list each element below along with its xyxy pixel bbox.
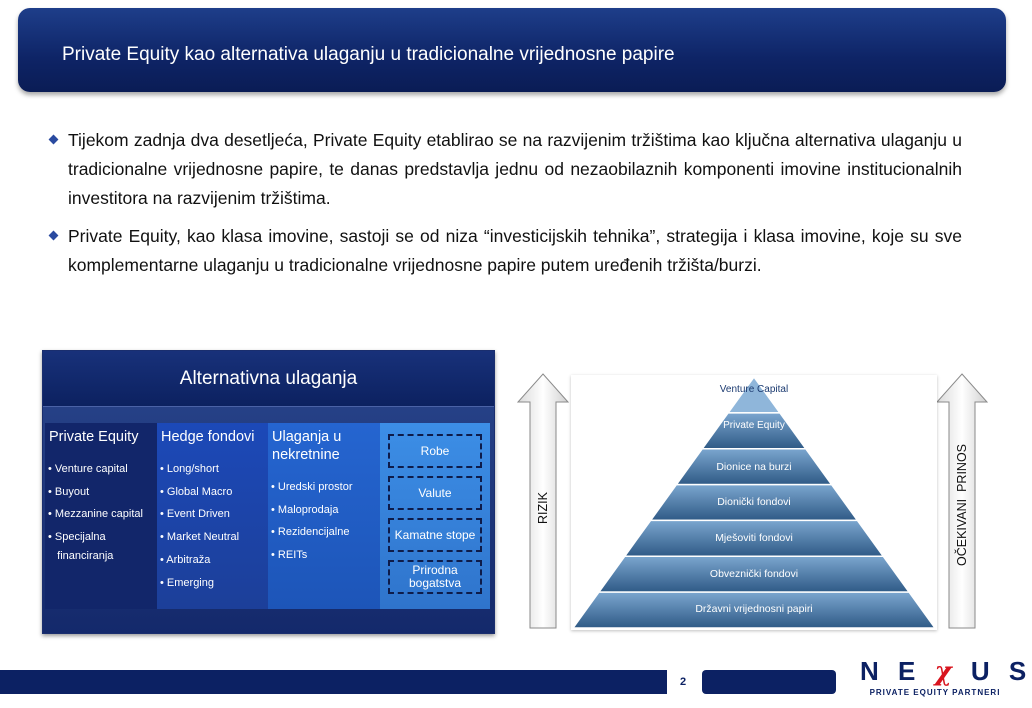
- nexus-logo: [860, 656, 1032, 702]
- list-item: • Buyout: [48, 485, 90, 498]
- risk-label: RIZIK: [536, 492, 550, 524]
- list-item: • Rezidencijalne: [271, 526, 350, 539]
- column-private-equity: [45, 423, 157, 609]
- page-number: 2: [679, 676, 687, 688]
- list-item: financiranja: [48, 549, 114, 562]
- box-interest-rates: [388, 518, 482, 552]
- alternative-investments-header: Alternativna ulaganja: [43, 351, 494, 407]
- list-item: • REITs: [271, 549, 308, 562]
- logo-tagline: PRIVATE EQUITY PARTNERI: [869, 688, 1001, 697]
- footer-bar-left: [0, 670, 667, 694]
- pyramid-level-label: Private Equity: [723, 420, 785, 431]
- list-item: • Global Macro: [160, 485, 233, 498]
- footer-bar-right: [702, 670, 836, 694]
- expected-return-label: OČEKIVANI PRINOS: [955, 444, 969, 567]
- column-items: [45, 458, 157, 563]
- column-title: Hedge fondovi: [161, 429, 255, 445]
- list-item: • Mezzanine capital: [48, 508, 143, 521]
- column-title: Ulaganja u nekretnine: [272, 429, 342, 463]
- bullet-list: [50, 126, 962, 289]
- list-item: • Long/short: [160, 463, 219, 475]
- box-label: Robe: [420, 443, 450, 458]
- investment-pyramid: [571, 375, 937, 630]
- bullet-text: Private Equity, kao klasa imovine, sastoji se od niza “investicijskih tehnika”, strategija i klasa imovine, koje su sve komplementarne ulaganju u tradicionalne vrijednosne papire putem uređenih tržišta/burzi.: [68, 226, 962, 275]
- slide-title: Private Equity kao alternativa ulaganju u tradicionalne vrijednosne papire: [62, 44, 675, 65]
- bullet-item: [50, 126, 962, 213]
- pyramid-level-label: Državni vrijednosni papiri: [695, 603, 813, 615]
- list-item: • Emerging: [160, 576, 214, 589]
- box-natural-resources: [388, 560, 482, 594]
- logo-wordmark: N E χ U S: [860, 656, 1032, 687]
- list-item: • Uredski prostor: [271, 481, 353, 493]
- list-item: • Maloprodaja: [271, 503, 339, 516]
- title-bar: [18, 8, 1006, 92]
- pyramid-level-label: Venture Capital: [719, 384, 789, 395]
- bullet-item: [50, 222, 962, 280]
- box-label: Prirodna bogatstva: [408, 563, 462, 590]
- list-item: • Arbitraža: [160, 553, 211, 566]
- box-currencies: [388, 476, 482, 510]
- diamond-bullet-icon: [49, 135, 59, 145]
- pyramid-level-label: Mješoviti fondovi: [715, 532, 793, 544]
- column-items: [268, 476, 380, 567]
- column-hedge-funds: [157, 423, 268, 609]
- list-item: • Specijalna: [48, 531, 106, 544]
- box-commodities: [388, 434, 482, 468]
- pyramid-level-label: Obveznički fondovi: [709, 568, 799, 580]
- pyramid-level-label: Dionice na burzi: [716, 461, 792, 473]
- column-title: Private Equity: [49, 429, 139, 445]
- column-real-estate: [268, 423, 380, 609]
- box-label: Valute: [418, 485, 452, 500]
- alternative-investments-block: [42, 350, 495, 634]
- diamond-bullet-icon: [49, 231, 59, 241]
- column-items: [157, 458, 268, 594]
- list-item: • Venture capital: [48, 463, 128, 475]
- bullet-text: Tijekom zadnja dva desetljeća, Private Equity etablirao se na razvijenim tržištima kao ključna alternativa ulaganju u tradicionalne vrijednosne papire, te danas predstavlja jednu od nezaobilaznih komponenti imovine institucionalnih investitora na razvijenim tržištima.: [68, 130, 962, 208]
- pyramid-level-label: Dionički fondovi: [717, 496, 791, 508]
- box-label: Kamatne stope: [394, 527, 476, 542]
- list-item: • Event Driven: [160, 508, 230, 521]
- list-item: • Market Neutral: [160, 531, 240, 544]
- column-other-assets: [380, 423, 490, 609]
